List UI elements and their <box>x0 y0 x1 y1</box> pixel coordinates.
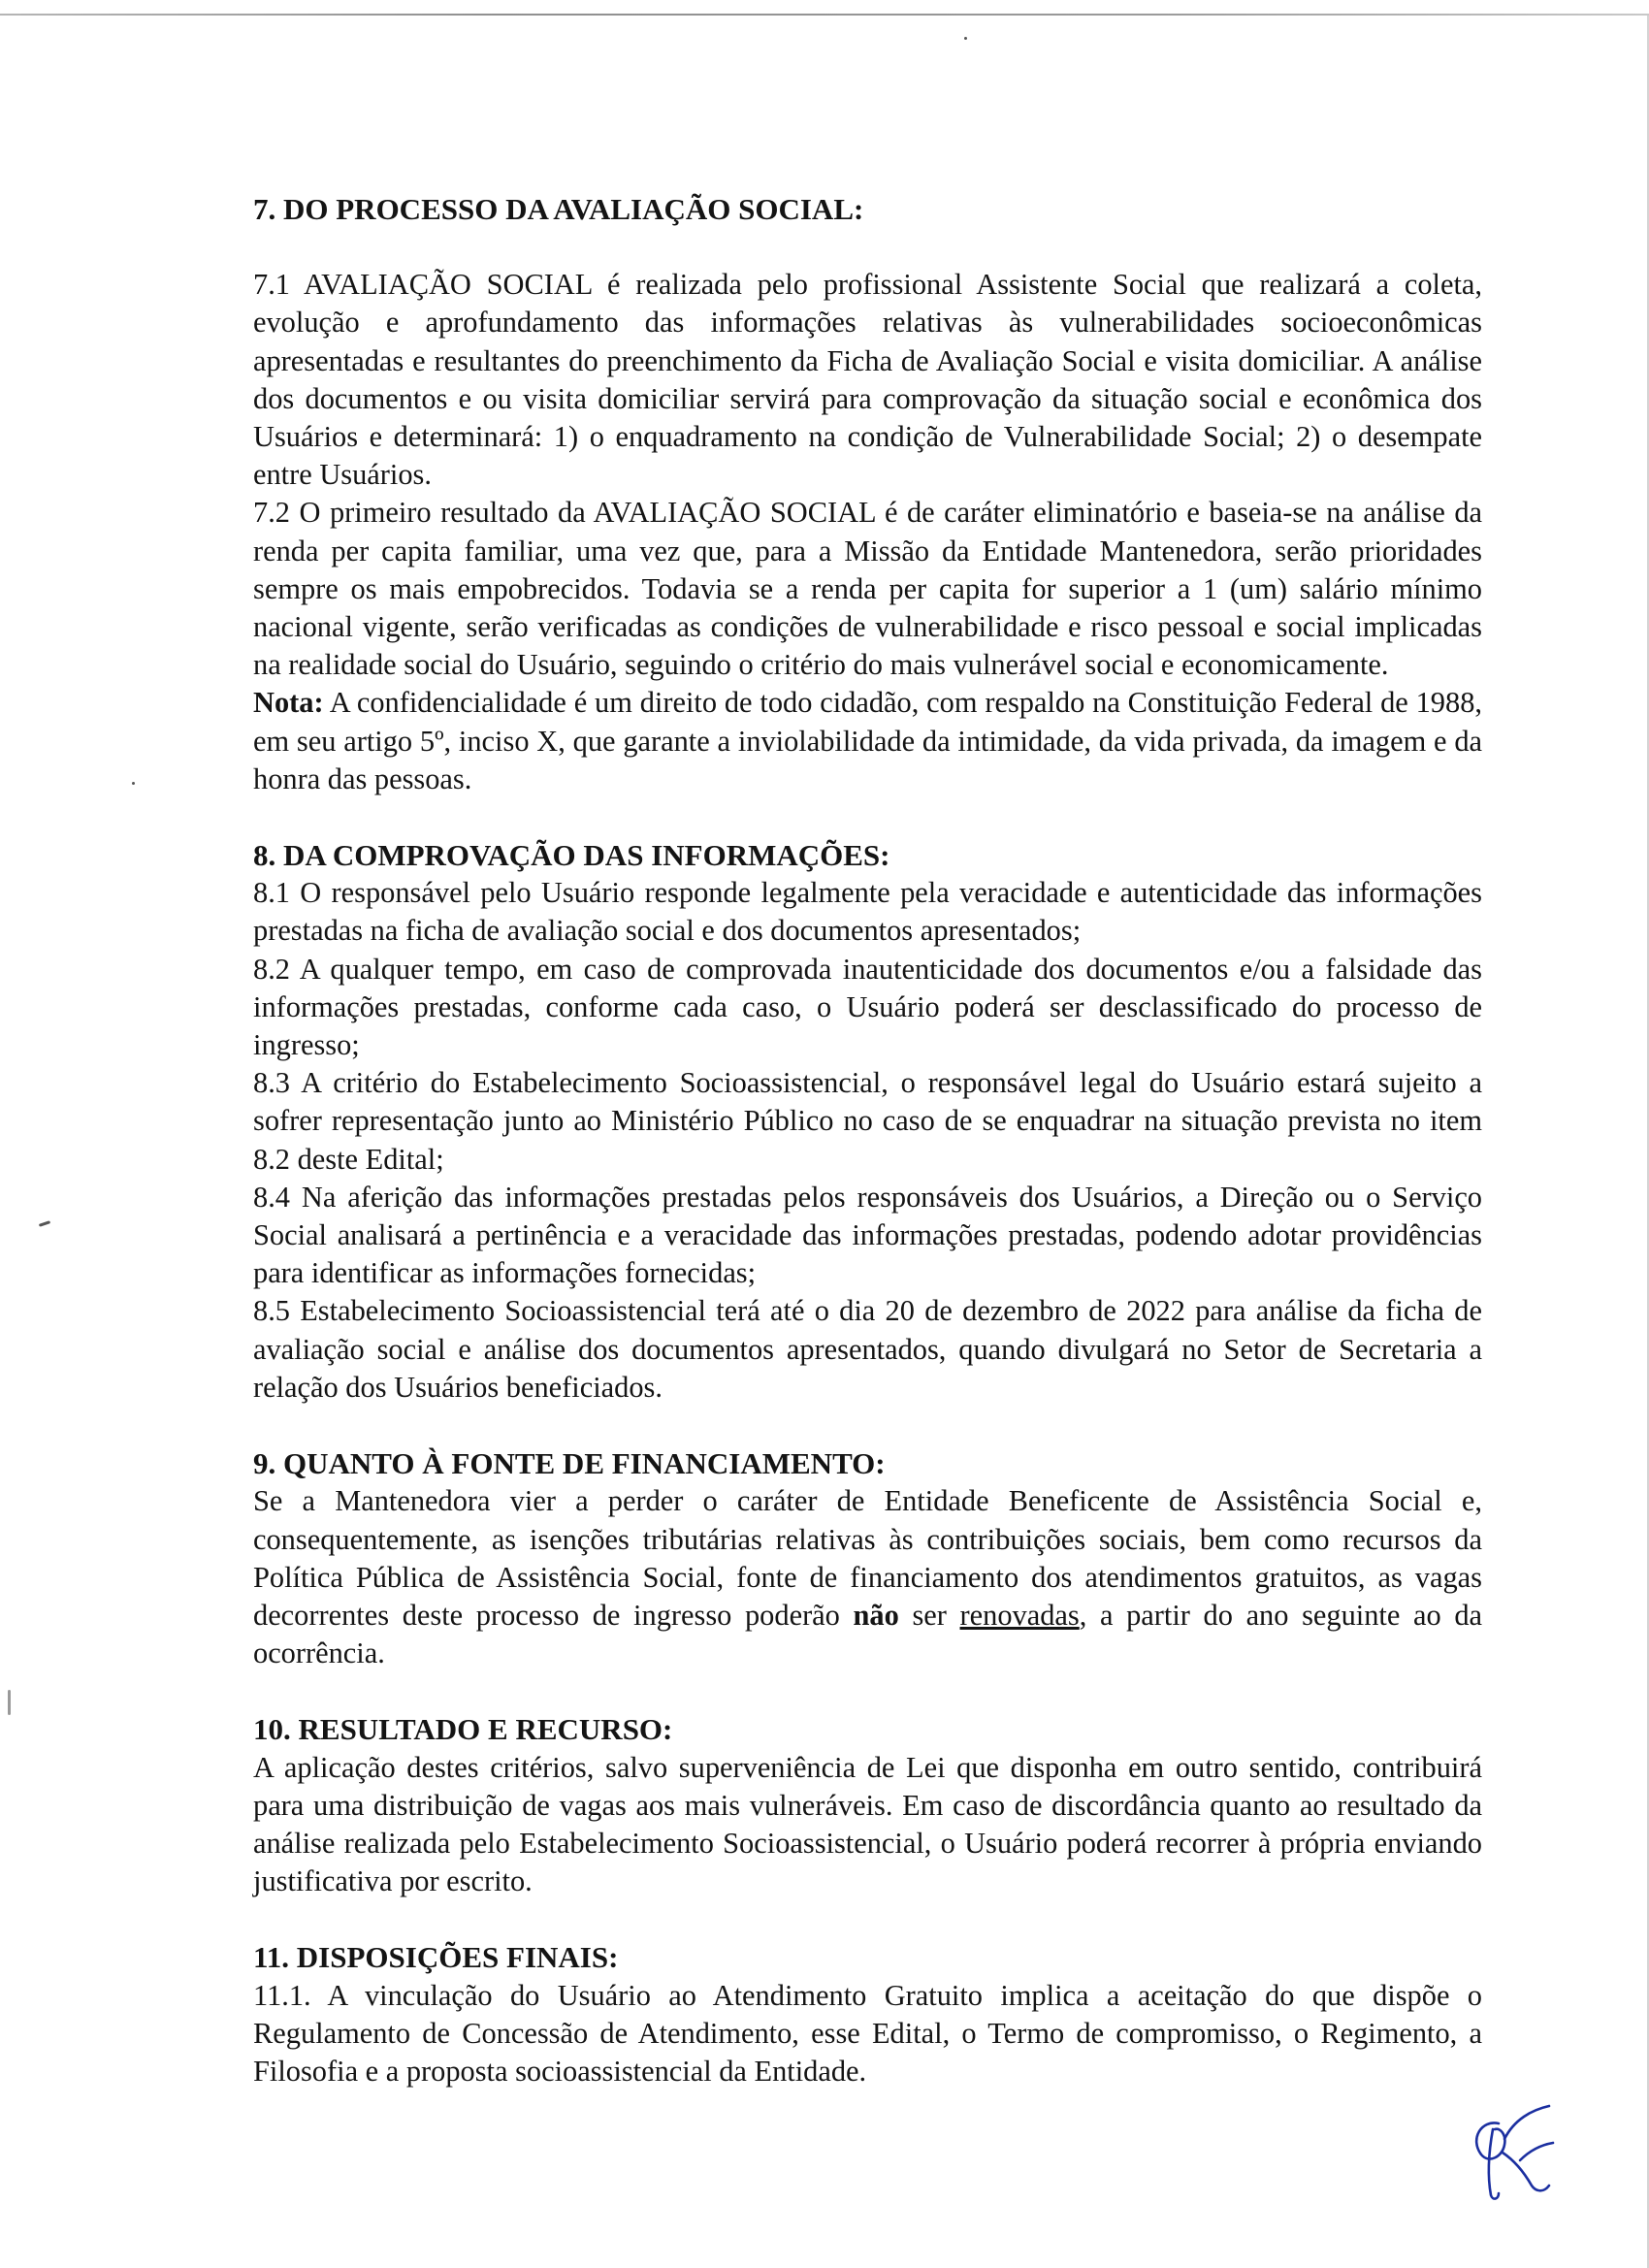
paragraph-9-text-c: , a partir do ano seguinte ao da ocorrência. <box>253 1598 1483 1670</box>
scan-edge-top <box>0 14 1649 16</box>
paragraph-9-underline: renovadas <box>959 1598 1080 1632</box>
paragraph-11-1: 11.1. A vinculação do Usuário ao Atendimento Gratuito implica a aceitação do que dispõe o Regulamento de Concessão de Atendimento, esse Edital, o Termo de compromisso, o Regimento, a Filosofia e a proposta socioassistencial da Entidade. <box>253 1978 1482 2088</box>
paragraph-9 <box>253 1482 1482 1672</box>
scan-speck <box>964 37 967 40</box>
paragraph-8-2: 8.2 A qualquer tempo, em caso de comprovada inautenticidade dos documentos e/ou a falsidade das informações prestadas, conforme cada caso, o Usuário poderá ser desclassificado do processo de ingresso; <box>253 952 1482 1062</box>
paragraph-8-4: 8.4 Na aferição das informações prestadas pelos responsáveis dos Usuários, a Direção ou o Serviço Social analisará a pertinência e a veracidade das informações prestadas, podendo adotar providências para identificar as informações fornecidas; <box>253 1180 1482 1290</box>
signature-initials <box>1460 2100 1567 2207</box>
section-9 <box>253 1482 1482 1672</box>
section-10-heading: 10. RESULTADO E RECURSO: <box>253 1712 673 1747</box>
nota-text: A confidencialidade é um direito de todo cidadão, com respaldo na Constituição Federal de 1988, em seu artigo 5º, inciso X, que garante a inviolabilidade da intimidade, da vida privada, da imagem e da honra das pessoas. <box>253 686 1482 795</box>
section-8 <box>253 874 1482 1407</box>
paragraph-8-5: 8.5 Estabelecimento Socioassistencial terá até o dia 20 de dezembro de 2022 para análise da ficha de avaliação social e análise dos documentos apresentados, quando divulgará no Setor de Secretaria a relação dos Usuários beneficiados. <box>253 1294 1482 1404</box>
section-10 <box>253 1749 1482 1901</box>
paragraph-8-1: 8.1 O responsável pelo Usuário responde legalmente pela veracidade e autenticidade das informações prestadas na ficha de avaliação social e dos documentos apresentados; <box>253 876 1482 948</box>
nota-paragraph <box>253 684 1482 798</box>
paragraph-9-bold: não <box>853 1598 899 1632</box>
scan-speck <box>132 782 135 785</box>
scan-speck <box>39 1220 50 1227</box>
paragraph-8-3: 8.3 A critério do Estabelecimento Socioassistencial, o responsável legal do Usuário estará sujeito a sofrer representação junto ao Ministério Público no caso de se enquadrar na situação prevista no item 8.2 deste Edital; <box>253 1066 1482 1176</box>
section-8-heading: 8. DA COMPROVAÇÃO DAS INFORMAÇÕES: <box>253 838 890 873</box>
paragraph-7-1: 7.1 AVALIAÇÃO SOCIAL é realizada pelo profissional Assistente Social que realizará a coleta, evolução e aprofundamento das informações relativas às vulnerabilidades socioeconômicas apresentadas e resultantes do preenchimento da Ficha de Avaliação Social e visita domiciliar. A análise dos documentos e ou visita domiciliar servirá para comprovação da situação social e econômica dos Usuários e determinará: 1) o enquadramento na condição de Vulnerabilidade Social; 2) o desempate entre Usuários. <box>253 268 1482 492</box>
paragraph-9-text-a: Se a Mantenedora vier a perder o caráter de Entidade Beneficente de Assistência Social e, consequentemente, as isenções tributárias relativas às contribuições sociais, bem como recursos da Política Pública de Assistência Social, fonte de financiamento dos atendimentos gratuitos, as vagas decorrentes deste processo de ingresso poderão <box>253 1484 1482 1632</box>
paragraph-10: A aplicação destes critérios, salvo superveniência de Lei que disponha em outro sentido, contribuirá para uma distribuição de vagas aos mais vulneráveis. Em caso de discordância quanto ao resultado da análise realizada pelo Estabelecimento Socioassistencial, o Usuário poderá recorrer à própria enviando justificativa por escrito. <box>253 1750 1482 1898</box>
section-7-heading: 7. DO PROCESSO DA AVALIAÇÃO SOCIAL: <box>253 192 864 226</box>
paragraph-7-2: 7.2 O primeiro resultado da AVALIAÇÃO SOCIAL é de caráter eliminatório e baseia-se na análise da renda per capita familiar, uma vez que, para a Missão da Entidade Mantenedora, serão prioridades sempre os mais empobrecidos. Todavia se a renda per capita for superior a 1 (um) salário mínimo nacional vigente, serão verificadas as condições de vulnerabilidade e risco pessoal e social implicadas na realidade social do Usuário, seguindo o critério do mais vulnerável social e economicamente. <box>253 496 1482 682</box>
scan-speck <box>8 1690 11 1715</box>
section-11 <box>253 1977 1482 2091</box>
paragraph-9-text-b: ser <box>898 1598 960 1632</box>
document-body <box>253 190 1482 2090</box>
section-7 <box>253 266 1482 798</box>
section-9-heading: 9. QUANTO À FONTE DE FINANCIAMENTO: <box>253 1446 886 1481</box>
nota-label: Nota: <box>253 686 324 720</box>
section-11-heading: 11. DISPOSIÇÕES FINAIS: <box>253 1940 619 1975</box>
